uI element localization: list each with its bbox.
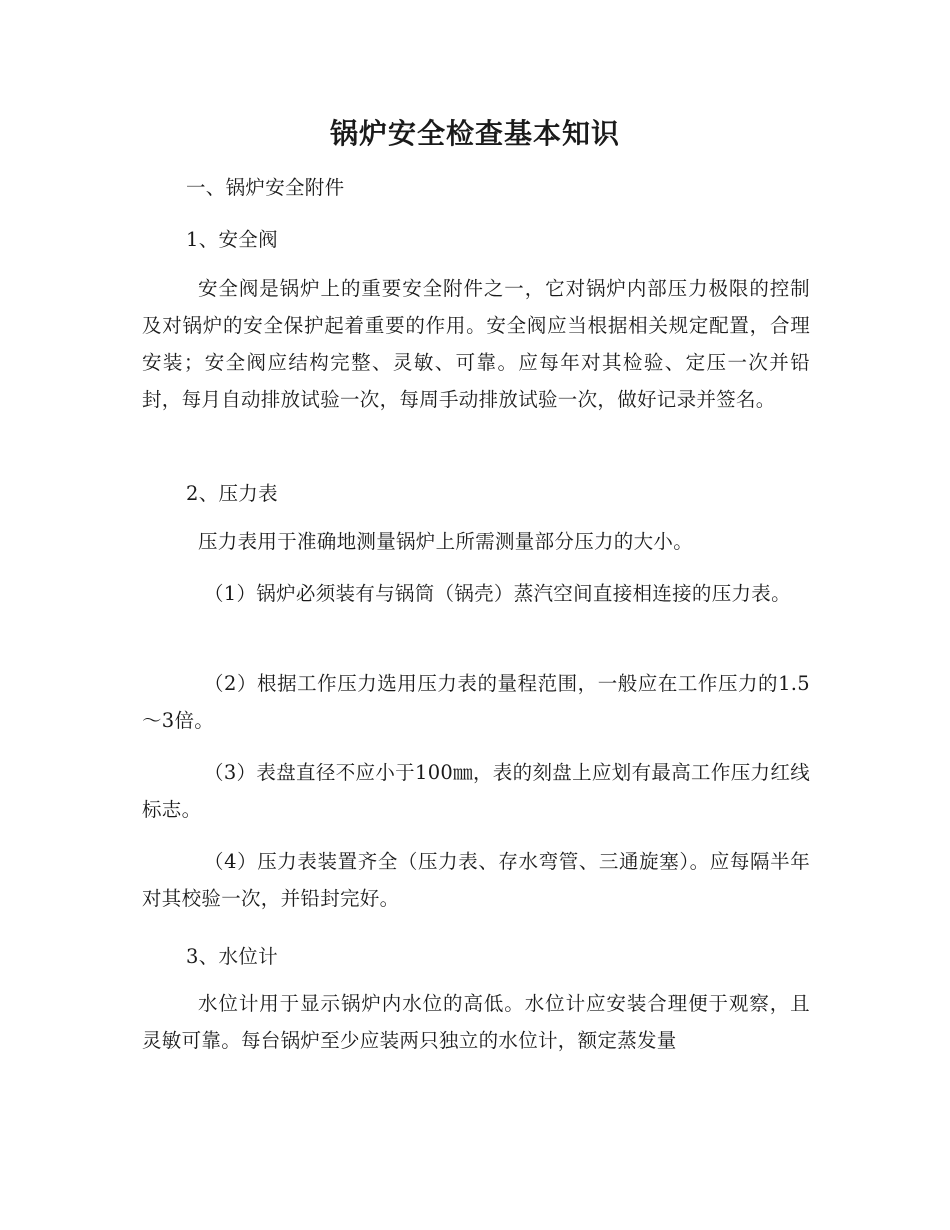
pressure-gauge-point-1: （1）锅炉必须装有与锅筒（锅壳）蒸汽空间直接相连接的压力表。 xyxy=(204,582,791,605)
pressure-gauge-intro: 压力表用于准确地测量锅炉上所需测量部分压力的大小。 xyxy=(198,530,694,553)
item-heading-safety-valve: 1、安全阀 xyxy=(186,228,278,251)
pressure-gauge-point-2: （2）根据工作压力选用压力表的量程范围，一般应在工作压力的1.5～3倍。 xyxy=(142,672,810,732)
safety-valve-paragraph: 安全阀是锅炉上的重要安全附件之一，它对锅炉内部压力极限的控制及对锅炉的安全保护起着重要的作用。安全阀应当根据相关规定配置，合理安装；安全阀应结构完整、灵敏、可靠。应每年对其检验、定压一次并铅封，每月自动排放试验一次，每周手动排放试验一次，做好记录并签名。 xyxy=(142,277,810,411)
pressure-gauge-point-3: （3）表盘直径不应小于100㎜，表的刻盘上应划有最高工作压力红线标志。 xyxy=(142,761,810,821)
item-heading-water-level-gauge: 3、水位计 xyxy=(186,945,278,968)
item-heading-pressure-gauge: 2、压力表 xyxy=(186,482,278,505)
water-level-gauge-paragraph: 水位计用于显示锅炉内水位的高低。水位计应安装合理便于观察，且灵敏可靠。每台锅炉至少应装两只独立的水位计，额定蒸发量 xyxy=(142,992,810,1052)
section-heading: 一、锅炉安全附件 xyxy=(186,176,345,199)
pressure-gauge-point-4: （4）压力表装置齐全（压力表、存水弯管、三通旋塞）。应每隔半年对其校验一次，并铅封完好。 xyxy=(142,850,810,910)
document-title: 锅炉安全检查基本知识 xyxy=(329,117,620,150)
